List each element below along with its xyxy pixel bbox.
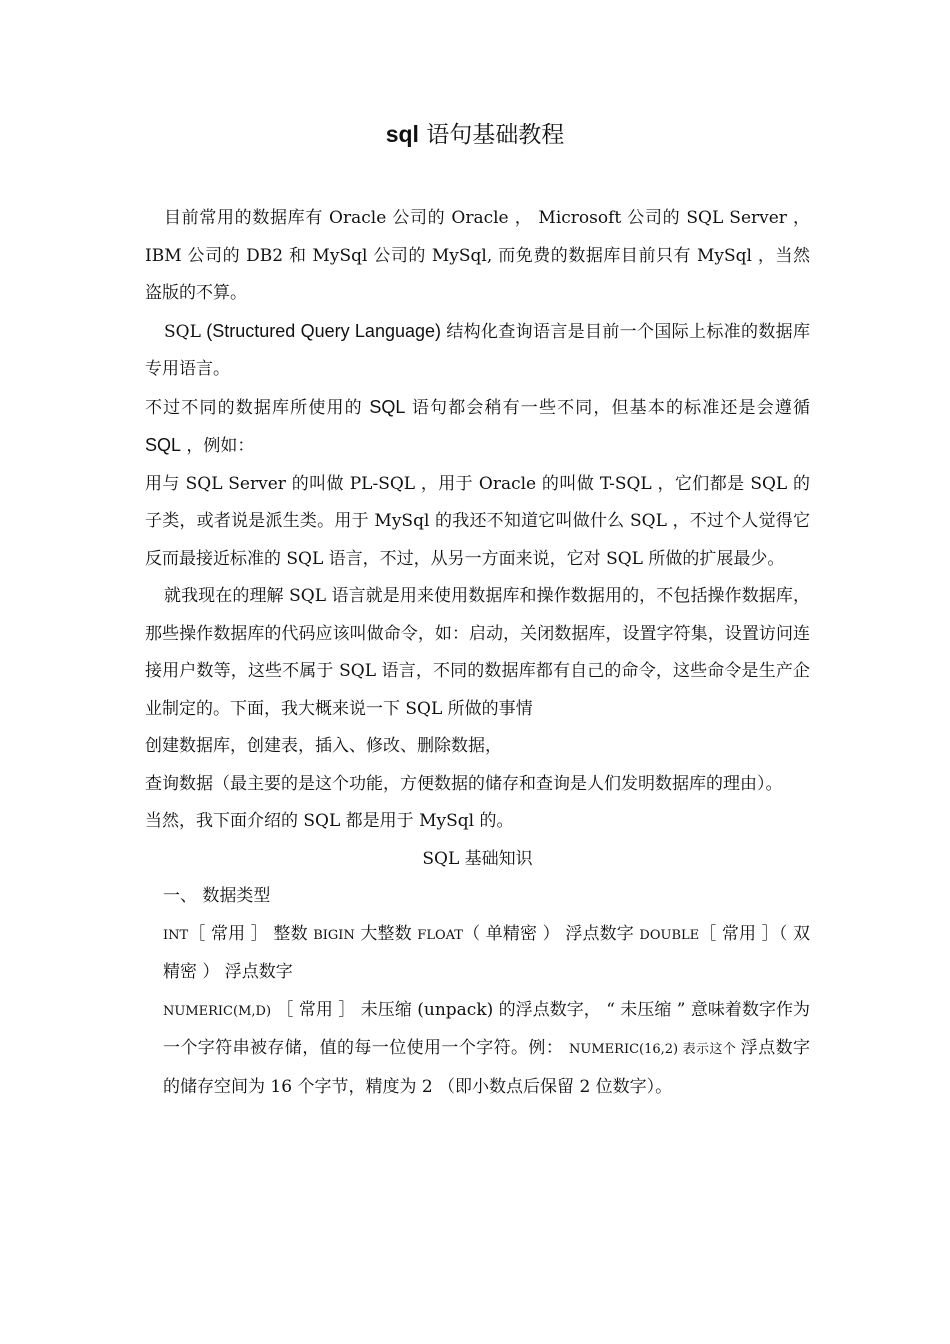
- text-span: 语句都会稍有一些不同，但基本的标准还是会遵循: [405, 397, 811, 418]
- type-double-desc: ［ 常用 ］（ 双精密 ） 浮点数字: [163, 923, 811, 982]
- type-int-desc: ［ 常用 ］ 整数: [188, 923, 314, 944]
- numeric-example-desc: 浮点数字的储存空间为 16 个字节，精度为 2 （即小数点后保留 2 位数字）。: [163, 1038, 811, 1097]
- type-bigin-desc: 大整数: [354, 923, 418, 944]
- paragraph-operations: 创建数据库，创建表，插入、修改、删除数据，: [145, 736, 502, 756]
- sql-term: SQL: [164, 321, 201, 342]
- type-float: FLOAT: [417, 927, 463, 943]
- section-title: SQL 基础知识: [422, 848, 533, 869]
- document-body: [145, 200, 810, 1106]
- text-span: 不过不同的数据库所使用的: [145, 397, 370, 418]
- paragraph-dialects: 用与 SQL Server 的叫做 PL-SQL ，用于 Oracle 的叫做 T-SQL ，它们都是 SQL 的子类，或者说是派生类。用于 MySql 的我还不知道它叫做什么 SQL ，不过个人觉得它反而最接近标准的 SQL 语言，不过，从另一方面来说，它对 SQL 所做的扩展最少。: [145, 473, 810, 569]
- heading-data-types: 一、 数据类型: [163, 886, 271, 906]
- title-latin: sql: [385, 121, 419, 147]
- paragraph-numeric: [145, 992, 810, 1107]
- type-numeric: NUMERIC(M,D): [163, 1003, 272, 1019]
- sql-term: SQL: [145, 435, 182, 455]
- paragraph-types-list: [145, 916, 810, 992]
- sql-fullname: (Structured Query Language): [200, 320, 447, 341]
- paragraph-intro: 目前常用的数据库有 Oracle 公司的 Oracle ， Microsoft 公司的 SQL Server ， IBM 公司的 DB2 和 MySql 公司的 MySql, 而免费的数据库目前只有 MySql ，当然盗版的不算。: [145, 208, 810, 303]
- sql-definition-text: 结构化查询语言是目前一个国际上标准的数据库专用语言。: [145, 321, 810, 379]
- paragraph-differences: [145, 389, 810, 466]
- type-float-desc: （ 单精密 ） 浮点数字: [462, 923, 640, 944]
- text-span: ，例如：: [181, 436, 255, 456]
- title-cjk: 语句基础教程: [426, 122, 565, 148]
- type-numeric-example: NUMERIC(16,2): [569, 1042, 679, 1057]
- paragraph-mysql-note: 当然，我下面介绍的 SQL 都是用于 MySql 的。: [145, 811, 514, 831]
- sql-term: SQL: [369, 396, 406, 417]
- numeric-example-lead: 表示这个: [678, 1042, 741, 1057]
- type-double: DOUBLE: [639, 927, 700, 943]
- type-bigin: BIGIN: [313, 927, 355, 943]
- paragraph-query: 查询数据（最主要的是这个功能，方便数据的储存和查询是人们发明数据库的理由）。: [145, 773, 783, 794]
- document-title: [0, 116, 950, 153]
- type-int: INT: [163, 927, 189, 943]
- type-numeric-desc: ［ 常用 ］ 未压缩 (unpack) 的浮点数字， “ 未压缩 ” 意味着数字作为一个字符串被存储，值的每一位使用一个字符。例：: [163, 999, 810, 1058]
- paragraph-sql-definition: [145, 313, 810, 389]
- paragraph-understanding: 就我现在的理解 SQL 语言就是用来使用数据库和操作数据用的，不包括操作数据库，那些操作数据库的代码应该叫做命令，如：启动，关闭数据库，设置字符集，设置访问连接用户数等，这些不属于 SQL 语言，不同的数据库都有自己的命令，这些命令是生产企业制定的。下面，我大概来说一下 SQL 所做的事情: [145, 586, 810, 719]
